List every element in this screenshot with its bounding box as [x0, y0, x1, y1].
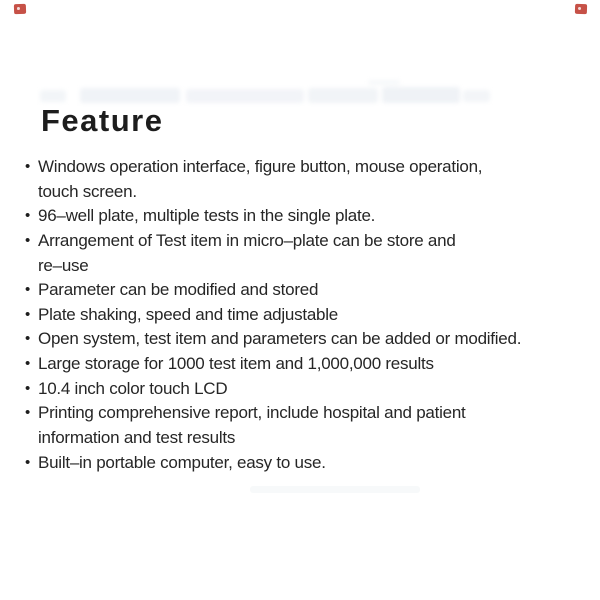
feature-text: Open system, test item and parameters can be added or modified. [38, 329, 522, 349]
ghost-blob [368, 80, 400, 85]
ghost-blob [250, 486, 420, 493]
feature-line [25, 155, 521, 180]
bullet-icon: • [25, 355, 31, 373]
ghost-blob [382, 87, 460, 103]
feature-line [25, 401, 521, 426]
feature-line [25, 327, 521, 352]
ghost-blob [186, 89, 304, 103]
bullet-icon: • [25, 379, 31, 397]
feature-text: Plate shaking, speed and time adjustable [38, 304, 338, 324]
ghost-blob [308, 88, 378, 103]
feature-text: Windows operation interface, figure button, mouse operation, [38, 157, 483, 176]
feature-text: information and test results [38, 428, 236, 448]
ghost-blob [463, 90, 490, 102]
bullet-icon: • [25, 158, 31, 175]
ghost-blob [80, 88, 180, 103]
feature-text: Arrangement of Test item in micro–plate can be store and [38, 230, 456, 250]
bullet-icon: • [25, 281, 31, 299]
bullet-icon: • [25, 404, 31, 422]
feature-text: Printing comprehensive report, include hospital and patient [38, 403, 466, 423]
feature-text: re–use [38, 255, 89, 275]
feature-text: Built–in portable computer, easy to use. [38, 452, 326, 472]
feature-text: Large storage for 1000 test item and 1,000,000 results [38, 354, 434, 374]
feature-line [25, 377, 521, 402]
feature-line [25, 451, 521, 476]
feature-text: 10.4 inch color touch LCD [38, 378, 228, 398]
feature-line-continuation [25, 180, 521, 205]
feature-line [25, 229, 521, 254]
page-title: Feature [41, 103, 164, 138]
feature-line-continuation [25, 426, 521, 451]
feature-line [25, 352, 521, 377]
bullet-icon: • [25, 231, 31, 249]
bullet-icon: • [25, 207, 31, 225]
feature-text: Parameter can be modified and stored [38, 280, 319, 300]
bullet-icon: • [25, 305, 31, 323]
feature-line [25, 303, 521, 328]
feature-line-continuation [25, 254, 521, 279]
feature-text: touch screen. [38, 181, 137, 201]
bullet-icon: • [25, 330, 31, 348]
feature-line [25, 204, 521, 229]
ghost-blob [40, 90, 66, 102]
bullet-icon: • [25, 453, 31, 471]
feature-list [25, 155, 521, 475]
ghost-text-band [0, 0, 600, 120]
feature-line [25, 278, 521, 303]
feature-text: 96–well plate, multiple tests in the single plate. [38, 206, 376, 226]
